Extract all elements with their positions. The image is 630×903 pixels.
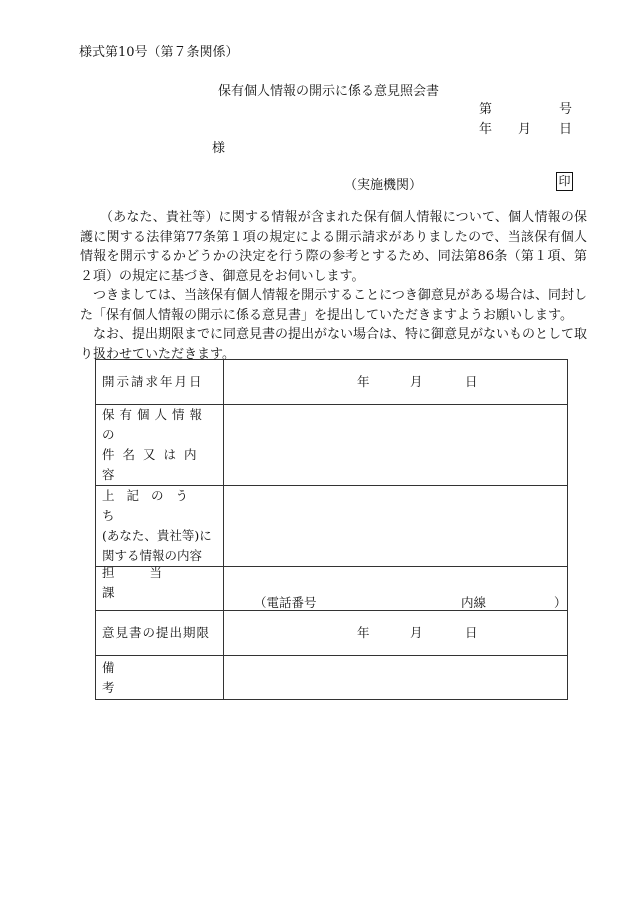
request-date-field[interactable] (224, 360, 568, 405)
remarks-label: 備考 (102, 659, 207, 695)
table-label-cell (96, 564, 224, 611)
deadline-year: 年 (357, 625, 370, 640)
department-label: 担当課 (102, 564, 198, 600)
department-phone-label: （電話番号 (254, 595, 317, 610)
body-paragraph-2: つきましては、当該保有個人情報を開示することにつき御意見がある場合は、同封した「保有個人情報の開示に係る意見書」を提出していただきますようお願いします。 (80, 288, 587, 323)
deadline-label: 意見書の提出期限 (102, 625, 211, 640)
related-info-label-line3: 関する情報の内容 (102, 548, 203, 563)
table-row (96, 486, 568, 567)
department-field[interactable] (224, 567, 568, 611)
body-paragraph-1: （あなた、貴社等）に関する情報が含まれた保有個人情報について、個人情報の保護に関する法律第77条第１項の規定による開示請求がありましたので、当該保有個人情報を開示するかどうかの決定を行う際の参考とするため、同法第86条（第１項、第２項）の規定に基づき、御意見をお伺いします。 (80, 210, 587, 284)
form-id: 様式第10号（第７条関係） (79, 45, 239, 60)
date-month-label: 月 (518, 122, 532, 137)
department-extension-label: 内線 (461, 595, 487, 610)
related-info-label-line1: 上記のうち (102, 488, 201, 523)
body-paragraph-3: なお、提出期限までに同意見書の提出がない場合は、特に御意見がないものとして取り扱わせていただきます。 (80, 327, 588, 362)
number-label-dai: 第 (479, 102, 493, 117)
number-label-go: 号 (559, 102, 573, 117)
table-row (96, 405, 568, 486)
table-row (96, 567, 568, 611)
department-close-paren: ） (554, 595, 567, 610)
related-info-field[interactable] (224, 486, 568, 567)
request-date-day: 日 (465, 374, 478, 389)
deadline-month: 月 (410, 625, 423, 640)
record-title-label-line1: 保有個人情報の (102, 407, 208, 442)
table-label-cell (96, 405, 224, 486)
record-title-label-line2: 件名又は内容 (102, 447, 205, 482)
table-label-cell (96, 360, 224, 405)
document-title: 保有個人情報の開示に係る意見照会書 (218, 84, 440, 99)
request-date-year: 年 (357, 374, 370, 389)
addressee-suffix: 様 (212, 141, 226, 156)
related-info-label-line2: (あなた、貴社等)に (102, 528, 212, 543)
agency-label: （実施機関） (344, 178, 423, 193)
table-label-cell (96, 656, 224, 700)
request-date-label: 開示請求年月日 (102, 374, 204, 389)
remarks-field[interactable] (224, 656, 568, 700)
table-label-cell (96, 611, 224, 656)
table-row (96, 360, 568, 405)
info-table (95, 359, 568, 700)
deadline-field[interactable] (224, 611, 568, 656)
table-row (96, 611, 568, 656)
body-text (80, 208, 587, 364)
date-day-label: 日 (559, 122, 573, 137)
seal-mark: 印 (556, 172, 573, 191)
table-label-cell (96, 486, 224, 567)
deadline-day: 日 (465, 625, 478, 640)
date-year-label: 年 (479, 122, 493, 137)
record-title-field[interactable] (224, 405, 568, 486)
table-row (96, 656, 568, 700)
request-date-month: 月 (410, 374, 423, 389)
